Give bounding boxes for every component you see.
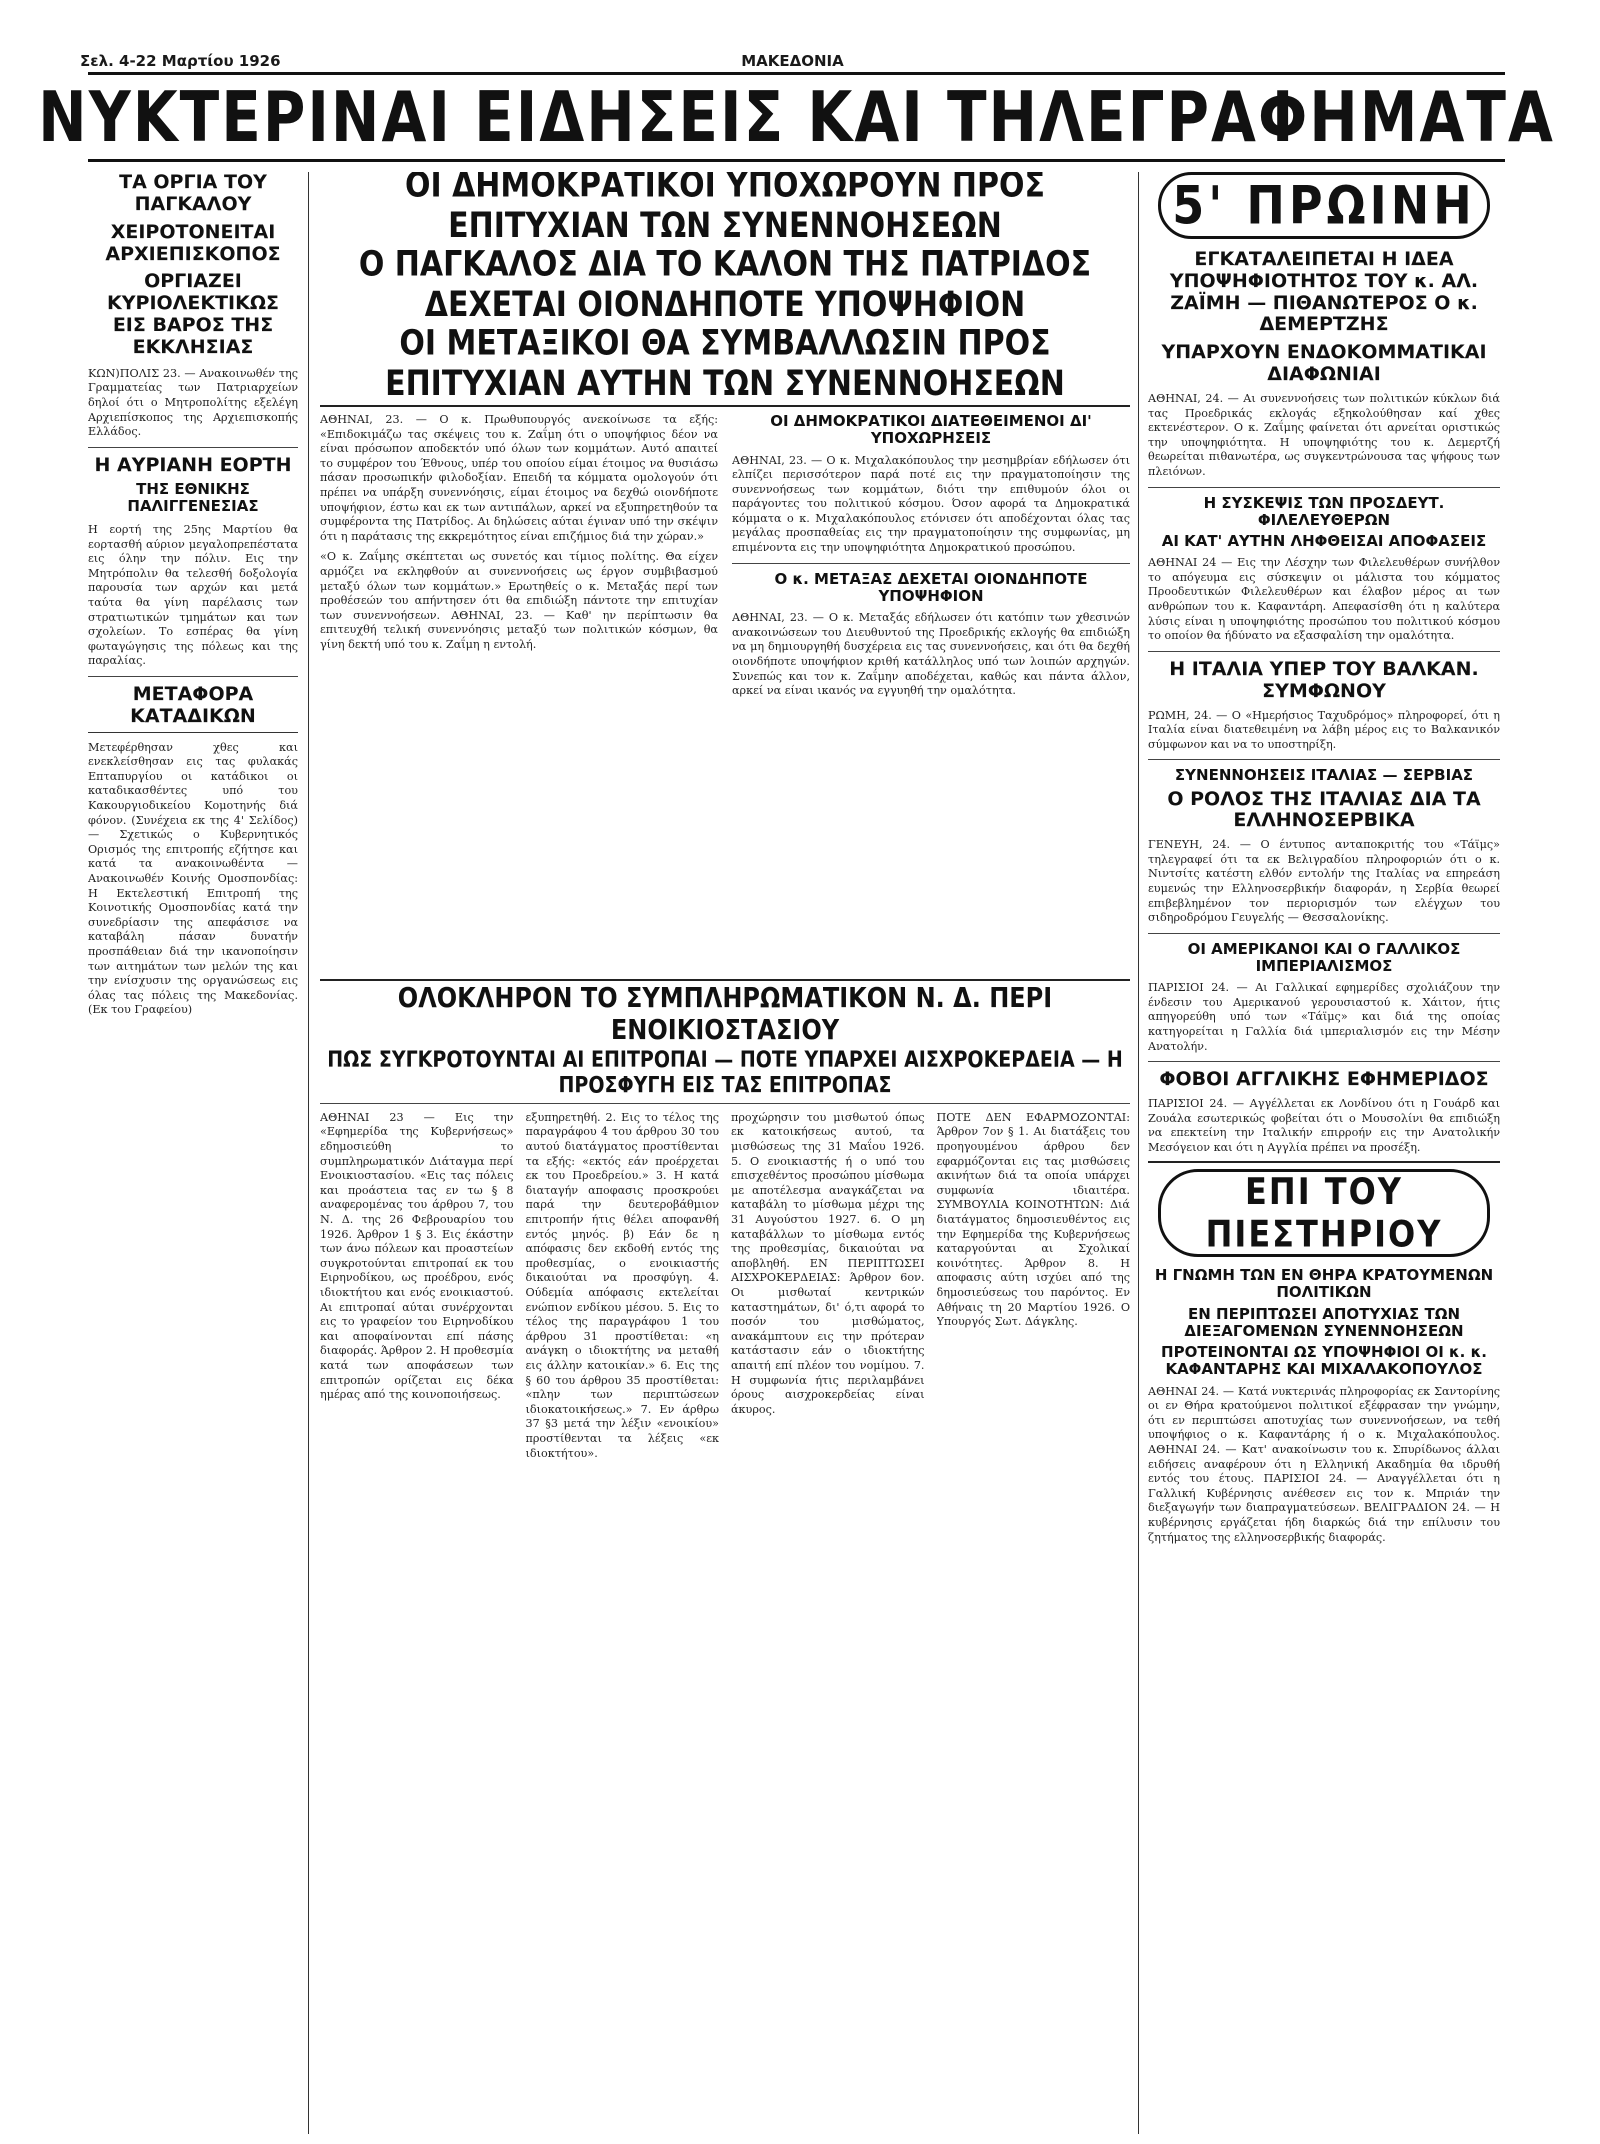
headline-right-3: Η ΣΥΣΚΕΨΙΣ ΤΩΝ ΠΡΟΣΔΕΥΤ. ΦΙΛΕΛΕΥΘΕΡΩΝ [1203,493,1445,529]
headline-right-5: Η ΙΤΑΛΙΑ ΥΠΕΡ ΤΟΥ ΒΑΛΚΑΝ. ΣΥΜΦΩΝΟΥ [1169,657,1479,702]
headline-right-10: Η ΓΝΩΜΗ ΤΩΝ ΕΝ ΘΗΡΑ ΚΡΑΤΟΥΜΕΝΩΝ ΠΟΛΙΤΙΚΩΝ [1154,1266,1494,1302]
press-box [1158,1169,1490,1257]
headline-right-8: ΟΙ ΑΜΕΡΙΚΑΝΟΙ ΚΑΙ Ο ΓΑΛΛΙΚΟΣ ΙΜΠΕΡΙΑΛΙΣΜΟΣ [1187,939,1461,976]
article-mid-3: ΑΘΗΝΑΙ, 23. — Ο κ. Μιχαλακόπουλος την μεσημβρίαν εδήλωσεν ότι ελπίζει περισσότερον παρά ποτέ εις την πραγματοποίησιν της συνεννοήσεως των κομμάτων, διότι την επιθυμούν όλοι οι παράγοντες του πολιτικού κόσμου. Όσον αφορά τα Δημοκρατικά κόμματα ο κ. Μιχαλακόπουλος ετόνισεν ότι αποδέχονται όλας τας μεγάλας προσπαθείας εις την πραγματοποίησιν της συμφωνίας, μη επιμένοντα εις την υποψηφιότητα Δημοκρατικού προσώπου. [732,453,1130,555]
right-column [1148,172,1500,2134]
headline-mid-2: Ο ΠΑΓΚΑΛΟΣ ΔΙΑ ΤΟ ΚΑΛΟΝ ΤΗΣ ΠΑΤΡΙΔΟΣ ΔΕΧΕΤΑΙ ΟΙΟΝΔΗΠΟΤΕ ΥΠΟΨΗΦΙΟΝ [358,244,1092,325]
article-right-3: ΡΩΜΗ, 24. — Ο «Ημερήσιος Ταχυδρόμος» πληροφορεί, ότι η Ιταλία είναι διατεθειμένη να λάβη μέρος εις το Βαλκανικόν σύμφωνον και να το υποστηρίξη. [1148,708,1500,751]
article-mid-2: «Ο κ. Ζαΐμης σκέπτεται ως συνετός και τίμιος πολίτης. Θα είχεν αρμόζει να εκληφθούν αι συνεννοήσεις ως έργον συμβιβασμού μεταξύ όλων των κομμάτων.» Ερωτηθείς ο κ. Μεταξάς περί των προθέσεών του απήντησεν ότι θα επιδιώξη πάντοτε την επιτυχίαν των συνεννοήσεων. ΑΘΗΝΑΙ, 23. — Καθ' ην περίπτωσιν θα επιτευχθή τελική συνεννόησις μεταξύ των πολιτικών κόσμων, θα γίνη δεκτή υπό του κ. Ζαΐμη η εντολή. [320,550,718,651]
headline-left-1: ΤΑ ΟΡΓΙΑ ΤΟΥ ΠΑΓΚΑΛΟΥ [119,172,267,215]
left-column [88,172,298,2134]
headline-right-12: ΠΡΟΤΕΙΝΟΝΤΑΙ ΩΣ ΥΠΟΨΗΦΙΟΙ ΟΙ κ. κ. ΚΑΦΑΝΤΑΡΗΣ ΚΑΙ ΜΙΧΑΛΑΚΟΠΟΥΛΟΣ [1161,1343,1487,1379]
masthead-title: ΝΥΚΤΕΡΙΝΑΙ ΕΙΔΗΣΕΙΣ ΚΑΙ ΤΗΛΕΓΡΑΦΗΜΑΤΑ [38,76,1555,158]
middle-column [320,172,1130,2134]
headline-mid-4: ΟΙ ΔΗΜΟΚΡΑΤΙΚΟΙ ΔΙΑΤΕΘΕΙΜΕΝΟΙ ΔΙ' ΥΠΟΧΩΡΗΣΕΙΣ [770,413,1092,448]
article-right-2: ΑΘΗΝΑΙ 24 — Εις την Λέσχην των Φιλελευθέρων συνήλθον το απόγευμα εις σύσκεψιν οι μάλιστα του κόμματος Προοδευτικών Φιλελευθέρων και έλαβον μέρος αι των ανθρώπων του κ. Καφαντάρη. Απεφασίσθη ότι η καλύτερα λύσις είναι η υποψηφιότης προσώπου του πολιτικού κόσμου το οποίον θα ήδύνατο να εξασφαλίση την ομαλότητα. [1148,556,1500,643]
headline-mid-6: ΟΛΟΚΛΗΡΟΝ ΤΟ ΣΥΜΠΛΗΡΩΜΑΤΙΚΟΝ Ν. Δ. ΠΕΡΙ ΕΝΟΙΚΙΟΣΤΑΣΙΟΥ [397,981,1053,1046]
lead-story-columns [320,413,1130,973]
decree-columns [320,1111,1130,2134]
headline-mid-1: ΟΙ ΔΗΜΟΚΡΑΤΙΚΟΙ ΥΠΟΧΩΡΟΥΝ ΠΡΟΣ ΕΠΙΤΥΧΙΑΝ ΤΩΝ ΣΥΝΕΝΝΟΗΣΕΩΝ [404,172,1046,246]
headline-right-4: ΑΙ ΚΑΤ' ΑΥΤΗΝ ΛΗΦΘΕΙΣΑΙ ΑΠΟΦΑΣΕΙΣ [1161,532,1487,551]
press-box-title: ΕΠΙ ΤΟΥ ΠΙΕΣΤΗΡΙΟΥ [1205,1169,1443,1256]
issue-date: Σελ. 4-22 Μαρτίου 1926 [80,52,281,70]
headline-right-1: ΕΓΚΑΤΑΛΕΙΠΕΤΑΙ Η ΙΔΕΑ ΥΠΟΨΗΦΙΟΤΗΤΟΣ ΤΟΥ κ. ΑΛ. ΖΑΪΜΗ — ΠΙΘΑΝΩΤΕΡΟΣ Ο κ. ΔΕΜΕΡΤΖΗΣ [1169,247,1479,336]
decree-col-3: προχώρησιν του μισθωτού όπως εκ κατοικήσεως αυτού, τα μισθώσεως της 31 Μαΐου 1926. 5. Ο ενοικιαστής ή ο υπό του επισχεθέντος προσώπου μίσθωμα με αποτέλεσμα αναγκάζεται να καταβάλη το μίσθωμα μέχρι της 31 Αυγούστου 1927. 6. Ο μη καταβάλλων το μίσθωμα εντός της προθεσμίας, δικαιούται να αποβληθή. ΕΝ ΠΕΡΙΠΤΩΣΕΙ ΑΙΣΧΡΟΚΕΡΔΕΙΑΣ: Άρθρον 6ον. Οι μισθωταί κεντρικών καταστημάτων, δι' ό,τι αφορά το ποσόν του μισθώματος, ανακάμπτουν εις την πρότεραν κατάστασιν εάν ο ιδιοκτήτης απαιτή επί πλέον του νομίμου. 7. Η συμφωνία ήτις περιλαμβάνει όρους αισχροκερδείας είναι άκυρος. [731,1110,925,1416]
article-mid-1: ΑΘΗΝΑΙ, 23. — Ο κ. Πρωθυπουργός ανεκοίνωσε τα εξής: «Επιδοκιμάζω τας σκέψεις του κ. Ζαΐμη ότι ο υποψήφιος δέον να είναι πρόσωπον αποδεκτόν υπό όλων των κομμάτων. Αυτό απαιτεί το συμφέρον του Έθνους, υπέρ του οποίου είμαι έτοιμος να θυσιάσω πάσαν προσωπικήν φιλοδοξίαν. Επειδή τα κόμματα ομολογούν ότι πρέπει να υπάρξη συνεννόησις, είμαι έτοιμος να δεχθώ οιονδήποτε υποψήφιον, έστω και εκ των αντιπάλων, αρκεί να εξυπηρετηθούν τα συμφέροντα της Πατρίδος. Αι δηλώσεις αύται έγιναν υπό την σκέψιν ότι η παράτασις της εκκρεμότητος είναι επιζήμιος διά την χώραν.» [320,413,718,543]
article-right-5: ΠΑΡΙΣΙΟΙ 24. — Αι Γαλλικαί εφημερίδες σχολιάζουν την ένδεσιν του Αμερικανού γερουσιαστού κ. Χάιτον, ήτις απηγορεύθη υπό των «Τάϊμς» και διά της οποίας κατηγορείται η Γαλλία διά ιμπεριαλισμόν εις την Μέσην Ανατολήν. [1148,981,1500,1053]
article-left-3: Μετεφέρθησαν χθες και ενεκλείσθησαν εις τας φυλακάς Επταπυργίου οι κατάδικοι οι καταδικασθέντες υπό του Κακουργιοδικείου Κομοτηνής διά φόνον. (Συνέχεια εκ της 4' Σελίδος) — Σχετικώς ο Κυβερνητικός Ορισμός της επιτροπής εζήτησε και κατά τα ανακοινωθέντα — Ανακοινωθέν Κοινής Ομοσπονδίας: Η Εκτελεστική Επιτροπή της Κοινοτικής Ομοσπονδίας κατά την συνεδρίασιν της απεφάσισε να καταβάλη πάσαν δυνατήν προσπάθειαν διά την ικανοποίησιν των αιτημάτων των μελών της και την ενίσχυσιν της οργανώσεως εις όλας τας πόλεις της Μακεδονίας. (Εκ του Γραφείου) [88,740,298,1017]
headline-mid-3: ΟΙ ΜΕΤΑΞΙΚΟΙ ΘΑ ΣΥΜΒΑΛΛΩΣΙΝ ΠΡΟΣ ΕΠΙΤΥΧΙΑΝ ΑΥΤΗΝ ΤΩΝ ΣΥΝΕΝΝΟΗΣΕΩΝ [385,323,1065,404]
headline-right-11: ΕΝ ΠΕΡΙΠΤΩΣΕΙ ΑΠΟΤΥΧΙΑΣ ΤΩΝ ΔΙΕΞΑΓΟΜΕΝΩΝ ΣΥΝΕΝΝΟΗΣΕΩΝ [1184,1304,1464,1340]
headline-left-5: ΤΗΣ ΕΘΝΙΚΗΣ ΠΑΛΙΓΓΕΝΕΣΙΑΣ [127,479,259,515]
decree-col-2: εξυπηρετηθή. 2. Εις το τέλος της παραγράφου 4 του άρθρου 30 του αυτού διατάγματος προστίθενται τα εξής: «εκτός εάν προέρχεται εκ του Προεδρείου.» 3. Η κατά διαταγήν αποφασις προσκρούει παρά την δευτεροβάθμιον επιτροπήν ήτις θέλει αποφανθή εντός μηνός. β) Εάν δε η απόφασις δεν εκδοθή εντός της προθεσμίας, ο ενοικιαστής δικαιούται να προσφύγη. 4. Ούδεμία απόφασις εκτελείται ενώπιον ενδίκου μέσου. 5. Εις το τέλος της παραγράφου 1 του άρθρου 31 προστίθεται: «η ανάγκη ο ιδιοκτήτης να μεταθή εις άλλην κατοικίαν.» 6. Εις της § 60 του άρθρου 35 προστίθεται: «πλην των περιπτώσεων ιδιοκατοικήσεως.» 7. Εν άρθρω 37 §3 μετά την λέξιν «ενοικίου» προστίθενται τα λέξεις «εκ ιδιοκτήτου». [525,1110,719,1460]
box-title: 5' ΠΡΩΙΝΗ [1172,173,1476,236]
headline-left-4: Η ΑΥΡΙΑΝΗ ΕΟΡΤΗ [94,453,292,476]
article-right-1: ΑΘΗΝΑΙ, 24. — Αι συνεννοήσεις των πολιτικών κύκλων διά τας Προεδρικάς εκλογάς εξηκολούθησαν καί χθες εκτενέστερον. Ο κ. Ζαΐμης φαίνεται ότι αρνείται οριστικώς την υποψηφιότητα. Η υποψηφιότης του κ. Δεμερτζή θεωρείται πιθανωτέρα, ως συγκεντρώνουσα τας ψήφους των πλειόνων. [1148,391,1500,478]
headline-right-7: Ο ΡΟΛΟΣ ΤΗΣ ΙΤΑΛΙΑΣ ΔΙΑ ΤΑ ΕΛΛΗΝΟΣΕΡΒΙΚΑ [1167,787,1481,832]
article-left-2: Η εορτή της 25ης Μαρτίου θα εορτασθή αύριον μεγαλοπρεπέστατα εις όλην την πόλιν. Εις την Μητρόπολιν θα τελεσθή δοξολογία παρουσία των αρχών και μετά ταύτα θα γίνη παρέλασις των στρατιωτικών τμημάτων και των σχολείων. Το εσπέρας θα γίνη φωταγώγησις της πόλεως και της παραλίας. [88,523,298,668]
column-rule-2 [1138,172,1139,2134]
morning-box [1158,172,1490,239]
headline-right-9: ΦΟΒΟΙ ΑΓΓΛΙΚΗΣ ΕΦΗΜΕΡΙΔΟΣ [1159,1068,1489,1091]
article-right-7: ΑΘΗΝΑΙ 24. — Κατά νυκτερινάς πληροφορίας εκ Σαντορίνης οι εν Θήρα κρατούμενοι πολιτικοί εξέφρασαν την γνώμην, ότι εν περιπτώσει αποτυχίας των συνεννοήσεων, να τεθή υποψήφιος ο κ. Καφαντάρης ή ο κ. Μιχαλακόπουλος. ΑΘΗΝΑΙ 24. — Κατ' ανακοίνωσιν του κ. Σπυρίδωνος άλλαι ειδήσεις αναφέρουν ότι η Ελληνική Ακαδημία θα ιδρυθή εντός του έτους. ΠΑΡΙΣΙΟΙ 24. — Αναγγέλλεται ότι η Γαλλική Κυβέρνησις ανέθεσεν εις τον κ. Μπριάν την διεξαγωγήν των διαπραγματεύσεων. ΒΕΛΙΓΡΑΔΙΟΝ 24. — Η κυβέρνησις εργάζεται ήδη διαρκώς διά την επίλυσιν του ζητήματος της ελληνοσερβικής διαφοράς. [1148,1384,1500,1544]
article-left-1: ΚΩΝ)ΠΟΛΙΣ 23. — Ανακοινωθέν της Γραμματείας των Πατριαρχείων δηλοί ότι ο Μητροπολίτης εξελέγη Αρχιεπίσκοπος της Αρχιεπισκοπής Ελλάδος. [88,366,298,439]
headline-right-6: ΣΥΝΕΝΝΟΗΣΕΙΣ ΙΤΑΛΙΑΣ — ΣΕΡΒΙΑΣ [1174,766,1474,785]
article-right-4: ΓΕΝΕΥΗ, 24. — Ο έντυπος ανταποκριτής του «Τάϊμς» τηλεγραφεί ότι τα εκ Βελιγραδίου πληροφοριών ότι ο κ. Νιντσίτς κατέστη ελθόν εντολήν της Ιταλίας να επηρεάση ευμενώς την Ελληνοσερβικήν διαφοράν, η Σερβία θεωρεί επιβεβλημένον τον περιορισμόν των ελέγχων του σιδηροδρόμου Γευγελής — Θεσσαλονίκης. [1148,838,1500,925]
decree-col-1: ΑΘΗΝΑΙ 23 — Εις την «Εφημερίδα της Κυβερνήσεως» εδημοσιεύθη το συμπληρωματικόν Διάταγμα περί Ενοικιοστασίου. «Εις τας πόλεις και προάστεια τας εν τω § 8 αναφερομένας του άρθρου 7, του Ν. Δ. της 26 Φεβρουαρίου του 1926. Άρθρον 1 § 3. Εις έκάστην των άνω πόλεων και προαστείων συγκροτούνται επιτροπαί εκ του Ειρηνοδίκου, ως προέδρου, ενός ιδιοκτήτου και ενός ενοικιαστού. Αι επιτροπαί αύται συνέρχονται εις το γραφείον του Ειρηνοδίκου και αποφαίνονται επί πάσης διαφοράς. Άρθρον 2. Η προθεσμία κατά των αποφάσεων των επιτροπών ορίζεται εις δέκα ημέρας από της κοινοποιήσεως. [320,1110,514,1402]
headline-left-3: ΟΡΓΙΑΖΕΙ ΚΥΡΙΟΛΕΚΤΙΚΩΣ ΕΙΣ ΒΑΡΟΣ ΤΗΣ ΕΚΚΛΗΣΙΑΣ [107,270,279,358]
headline-left-6: ΜΕΤΑΦΟΡΑ ΚΑΤΑΔΙΚΩΝ [88,684,298,733]
headline-mid-7: ΠΩΣ ΣΥΓΚΡΟΤΟΥΝΤΑΙ ΑΙ ΕΠΙΤΡΟΠΑΙ — ΠΟΤΕ ΥΠΑΡΧΕΙ ΑΙΣΧΡΟΚΕΡΔΕΙΑ — Η ΠΡΟΣΦΥΓΗ ΕΙΣ ΤΑΣ ΕΠΙΤΡΟΠΑΣ [327,1047,1123,1099]
headline-mid-5: Ο κ. ΜΕΤΑΞΑΣ ΔΕΧΕΤΑΙ ΟΙΟΝΔΗΠΟΤΕ ΥΠΟΨΗΦΙΟΝ [774,569,1088,605]
article-right-6: ΠΑΡΙΣΙΟΙ 24. — Αγγέλλεται εκ Λονδίνου ότι η Γουάρδ και Ζουάλα εσωτερικώς φοβείται ότι ο Μουσολίνι θα επιδιώξη να επεκτείνη την Ιταλικήν επιρροήν εις την Ανατολικήν Μεσόγειον και ότι η Αγγλία πρέπει να προσέξη. [1148,1097,1500,1154]
column-rule-1 [308,172,309,2134]
headline-left-2: ΧΕΙΡΟΤΟΝΕΙΤΑΙ ΑΡΧΙΕΠΙΣΚΟΠΟΣ [105,220,281,265]
decree-col-4: ΠΟΤΕ ΔΕΝ ΕΦΑΡΜΟΖΟΝΤΑΙ: Άρθρον 7ον § 1. Αι διατάξεις του προηγουμένου άρθρου δεν εφαρμόζονται εις τας μισθώσεις ακινήτων διά τα οποία υπάρχει συμφωνία ιδιαιτέρα. ΣΥΜΒΟΥΛΙΑ ΚΟΙΝΟΤΗΤΩΝ: Διά διατάγματος δημοσιευθέντος εις την Εφημερίδα της Κυβερνήσεως καταργούνται αι Σχολικαί κοινότητες. Άρθρον 8. Η αποφασις αύτη ισχύει από της δημοσιεύσεως του παρόντος. Εν Αθήναις τη 20 Μαρτίου 1926. Ο Υπουργός Σωτ. Δάγκλης. [936,1110,1130,1329]
section-name: ΜΑΚΕΔΟΝΙΑ [741,52,844,70]
article-mid-4: ΑΘΗΝΑΙ, 23. — Ο κ. Μεταξάς εδήλωσεν ότι κατόπιν των χθεσινών ανακοινώσεων του Διευθυντού της Προεδρικής εκλογής θα επιδιώξη να μη δημιουργηθή δυσχέρεια εις τας συνεννοήσεις, και ότι θα δεχθή οιονδήποτε υποψήφιον κριθή κατάλληλος υπό των λοιπών αρχηγών. Συνεπώς και τον κ. Ζαΐμην αποδέχεται, καθώς και πάντα άλλον, αρκεί να είναι ικανός να εγγυηθή την ομαλότητα. [732,611,1130,698]
headline-right-2: ΥΠΑΡΧΟΥΝ ΕΝΔΟΚΟΜΜΑΤΙΚΑΙ ΔΙΑΦΩΝΙΑΙ [1161,341,1487,386]
masthead [38,72,1555,162]
dateline-bar [80,52,1505,72]
